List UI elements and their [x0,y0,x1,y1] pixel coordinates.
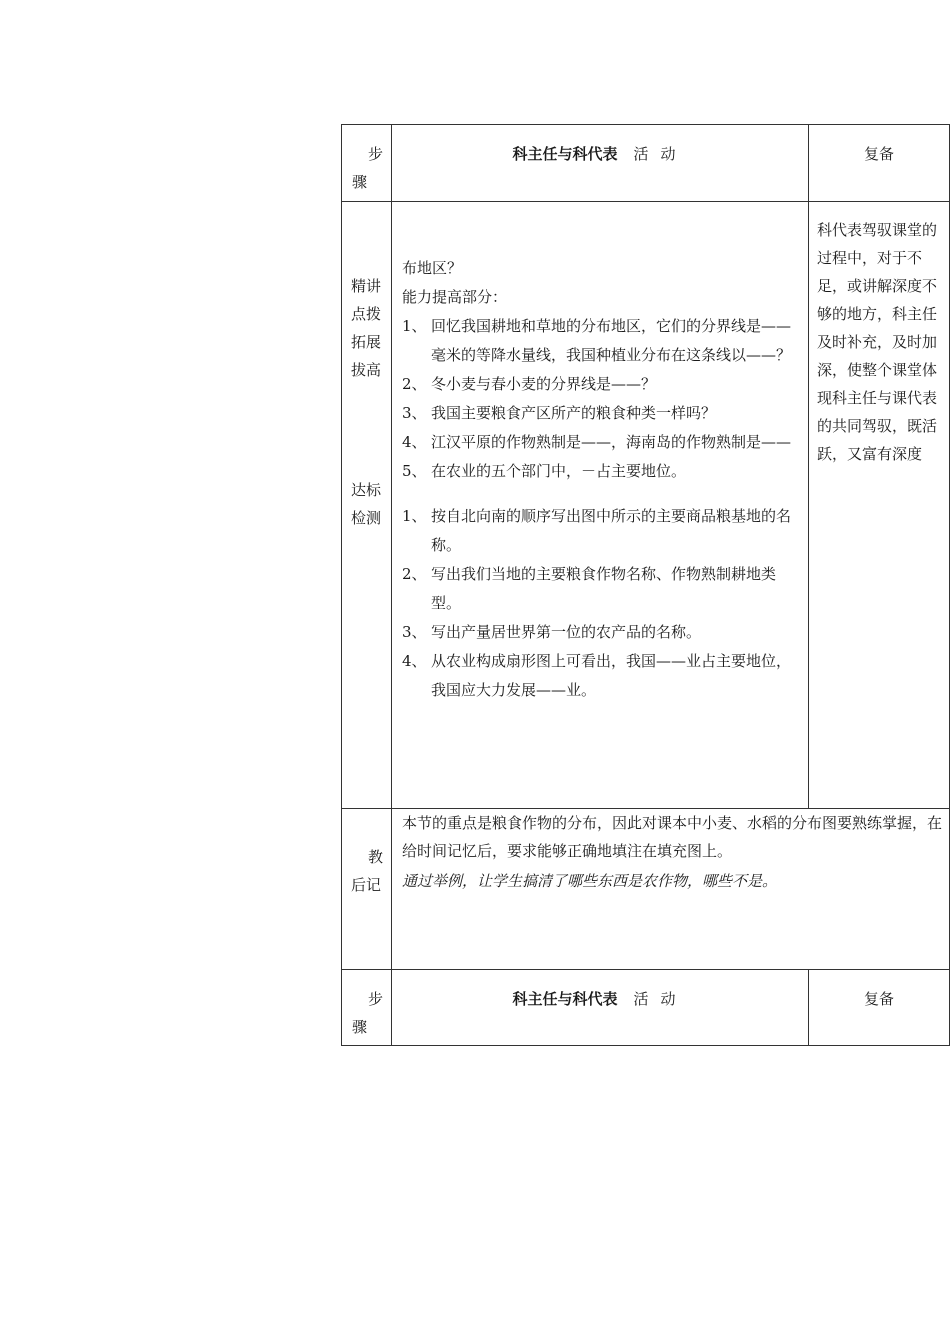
afterword-content [402,809,949,895]
list-item: 2、 写出我们当地的主要粮食作物名称、作物熟制耕地类型。 [402,565,777,612]
afterword-italic-text: 通过举例，让学生搞清了哪些东西是农作物，哪些不是。 [402,872,778,890]
activity-header-cell [392,125,809,201]
activity-header-cell [392,970,809,1045]
list-item: 4、 江汉平原的作物熟制是——，海南岛的作物熟制是—— [402,433,792,451]
title-activity: 活动 [633,990,688,1008]
activity-header-title [392,988,808,1009]
afterword-row [341,808,950,969]
list-item: 4、 从农业构成扇形图上可看出，我国——业占主要地位，我国应大力发展——业。 [402,652,792,699]
lesson-plan-table [341,124,950,1046]
table-header-row [341,124,950,201]
review-header-cell [809,125,949,201]
list-item: 1、 按自北向南的顺序写出图中所示的主要商品粮基地的名称。 [402,507,792,554]
step-label-test: 达标 检测 [351,481,382,527]
list-item: 3、 我国主要粮食产区所产的粮食种类一样吗？ [402,404,717,422]
afterword-text: 本节的重点是粮食作物的分布，因此对课本中小麦、水稻的分布图要熟练掌握，在给时间记忆后，要求能够正确地填注在填充图上。 [402,814,943,860]
list-item: 3、 写出产量居世界第一位的农产品的名称。 [402,623,702,641]
step-label-cell [342,202,392,808]
activity-content [402,254,802,705]
title-activity: 活动 [633,145,688,163]
step-label-explain: 精讲 点拨 拓展 拔高 [351,277,382,379]
afterword-content-cell [392,809,949,969]
afterword-label-cell [342,809,392,969]
title-bold: 科主任与科代表 [512,145,618,163]
step-header-cell [342,125,392,201]
lead-line: 布地区？ [402,259,463,277]
activity-content-cell [392,202,809,808]
review-header-label: 复备 [863,990,894,1008]
title-bold: 科主任与科代表 [512,990,618,1008]
table-header-row-repeat [341,969,950,1046]
list-item: 5、 在农业的五个部门中，－占主要地位。 [402,462,687,480]
review-header-label: 复备 [863,145,894,163]
step-header-label: 步 骤 [352,145,384,191]
list-item: 2、 冬小麦与春小麦的分界线是——？ [402,375,657,393]
review-header-cell [809,970,949,1045]
review-note: 科代表驾驭课堂的过程中，对于不足，或讲解深度不够的地方，科主任及时补充，及时加深，使整个课堂体现科主任与课代表的共同驾驭，既活跃，又富有深度 [817,221,938,463]
list-item: 1、 回忆我国耕地和草地的分布地区，它们的分界线是——毫米的等降水量线，我国种植业分布在这条线以——？ [402,317,792,364]
lead-line: 能力提高部分： [402,288,508,306]
activity-header-title [392,143,808,164]
review-content-cell [809,202,949,808]
afterword-label: 教 后记 [351,848,384,894]
lesson-body-row [341,201,950,808]
step-header-label: 步 骤 [352,990,384,1036]
step-header-cell [342,970,392,1045]
